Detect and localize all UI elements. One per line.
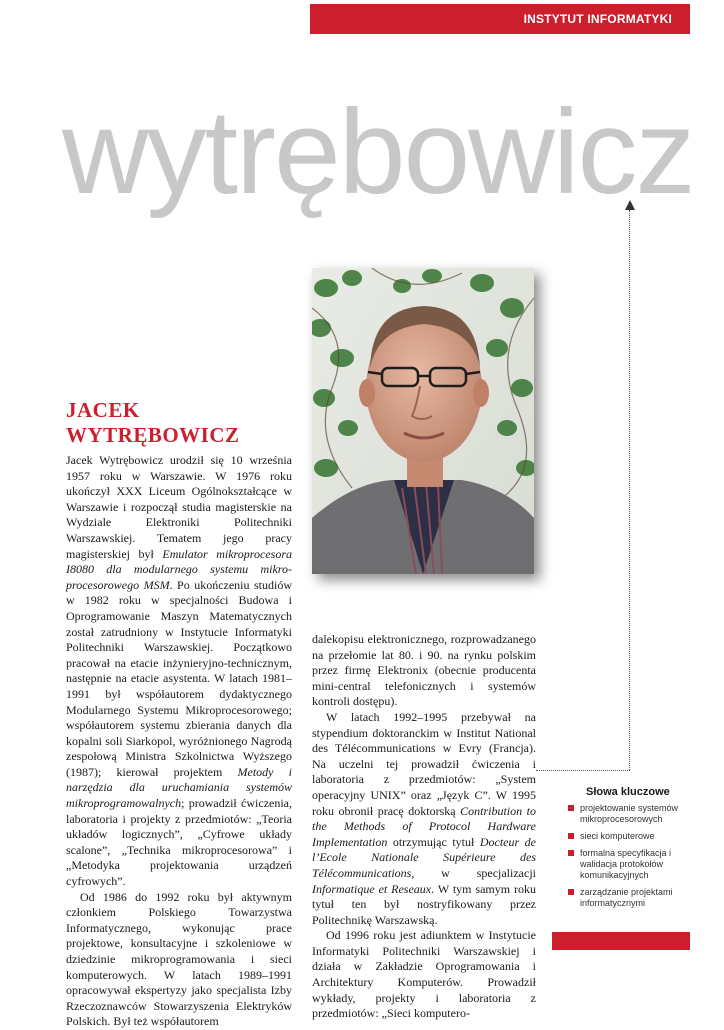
square-bullet-icon: [568, 805, 574, 811]
biography-column-1: [66, 453, 292, 1030]
square-bullet-icon: [568, 833, 574, 839]
bio-paragraph-3: dalekopisu elektronicznego, rozprowadzanego na przełomie lat 80. i 90. na rynku polskim przez firmę Elektronix (obecnie producenta mini-central telefonicznych i systemów kontroli dostępu).: [312, 632, 536, 709]
thesis-title: Emulator mikroprocesora I8080 dla modularnego systemu mikro-procesorowego MSM: [66, 546, 292, 592]
bio-paragraph-2: Od 1986 do 1992 roku był aktywnym członkiem Polskiego Towarzystwa Informatycznego, wykonując prace projektowe, konsultacyjne i szkoleniowe w dziedzinie mikroprogramowania i sieci komputerowych. W latach 1989–1991 opracowywał ekspertyzy jako specjalista Izby Rzeczoznawców Stowarzyszenia Elektryków Polskich. Był też współautorem: [66, 889, 292, 1029]
square-bullet-icon: [568, 889, 574, 895]
keyword-item: sieci komputerowe: [566, 831, 690, 842]
bio-paragraph-4: W latach 1992–1995 przebywał na stypendium doktoranckim w Institut National des Télécommunications w Evry (Francja). Na uczelni tej prowadził ćwiczenia i laboratoria z przedmiotów: „System operacyjny UNIX” oraz „Język C”. W 1995 roku obronił pracę doktorską Contribution to the Methods of Protocol Hardware Implementation otrzymując tytuł Docteur de l’Ecole Nationale Supérieure des Télécommunications, w specjalizacji Informatique et Reseaux. W tym samym roku tytuł ten był nostryfikowany przez Politechnikę Warszawską.: [312, 709, 537, 927]
person-name-heading: [66, 398, 240, 448]
bio-paragraph-5: Od 1996 roku jest adiunktem w Instytucie Informatyki Politechniki Warszawskiej i działa w Zakładzie Oprogramowania i Architektury Komputerów. Prowadził wykłady, projekty i laboratoria z przedmiotów: „Sieci komputero-: [312, 928, 536, 1021]
keyword-item: zarządzanie projektami informatycznymi: [566, 887, 690, 909]
portrait-photo: [312, 268, 534, 574]
keywords-box: [566, 786, 690, 915]
section-title: INSTYTUT INFORMATYKI: [523, 12, 672, 26]
specialization: Informatique et Reseaux: [312, 881, 432, 896]
dotted-guide-vertical: [629, 210, 630, 770]
keyword-item: projektowanie systemów mikroprocesorowych: [566, 803, 690, 825]
project-title: Metody i narzędzia dla uruchamiania systemów mikroprogramowalnych: [66, 764, 292, 811]
arrow-up-icon: [625, 200, 635, 210]
person-first-name: JACEK: [66, 398, 140, 422]
doctoral-thesis-title: Contribution to the Methods of Protocol Hardware Implementation: [312, 803, 537, 849]
square-bullet-icon: [568, 850, 574, 856]
biography-column-2: [312, 632, 536, 1022]
keywords-title: Słowa kluczowe: [586, 786, 670, 798]
section-header-bar: [310, 4, 690, 34]
surname-display-heading: wytrębowicz: [62, 85, 694, 219]
degree-title: Docteur de l’Ecole Nationale Supérieure des Télécommunications: [312, 834, 536, 880]
keyword-item: formalna specyfikacja i walidacja protokołów komunikacyjnych: [566, 848, 690, 881]
footer-accent-bar: [552, 932, 690, 950]
dotted-guide-horizontal: [536, 770, 630, 771]
person-last-name: WYTRĘBOWICZ: [66, 423, 240, 447]
bio-paragraph-1: Jacek Wytrębowicz urodził się 10 września 1957 roku w Warszawie. W 1976 roku ukończył XXX Liceum Ogólnokształcące w Warszawie i rozpoczął studia magisterskie na Wydziale Elektroniki Politechniki Warszawskiej. Tematem jego pracy magisterskiej był Emulator mikroprocesora I8080 dla modularnego systemu mikro-procesorowego MSM. Po ukończeniu studiów w 1982 roku w specjalności Budowa i Oprogramowanie Maszyn Matematycznych został zatrudniony w Instytucie Informatyki Politechniki Warszawskiej. Początkowo pracował na etacie inżynieryjno-technicznym, następnie na etacie asystenta. W latach 1981–1991 był współautorem dydaktycznego Modularnego Systemu Mikroprocesorowego; współautorem systemu zbierania danych dla kopalni soli Siarkopol, wyróżnionego Nagrodą zespołową Ministra Szkolnictwa Wyższego (1987); kierował projektem Metody i narzędzia dla uruchamiania systemów mikroprogramowalnych; prowadził ćwiczenia, laboratoria i projekty z przedmiotów: „Teoria układów logicznych”, „Cyfrowe układy scalone”, „Technika mikroprocesorowa” i „Metodyka projektowania urządzeń cyfrowych”.: [66, 453, 292, 889]
